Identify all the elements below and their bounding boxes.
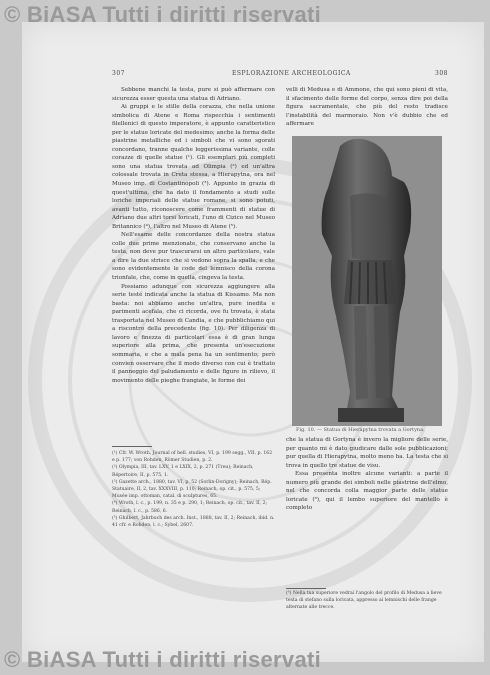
paragraph: Possiamo adunque con sicurezza aggiungere alla serie testé indicata anche la statua di Kissamo. Ma non basta: noi abbiamo anche un'altra, pure inedita e parimenti acefala, che ci ricorda, ove fu trovata, è stata trasportata nel Museo di Candia, e che pubblichiamo qui a riscontro della precedente (fig. 10). Per diligenza di lavoro e finezza di particolari essa è di gran lunga superiore alla prima, che presenta un'esecuzione sommaria, e che a mala pena ha un sentimento; però convien osservare che il modo diverso con cui è trattato il panneggio del paludamento e delle figure in rilievo, il movimento delle pieghe frangiate, le forme dei bbox=[112, 283, 275, 384]
paragraph: Nell'esame delle concordanze della nostra statua colle due prime menzionate, che conservano anche la testa, non deve pur trascurarsi un altro particolare, vale a dire la due strisce che si vedono sopra la spalla, e che sono evidentemente le code del lemnisco della corona trionfale, che, come in quella, cingeva la testa. bbox=[112, 232, 275, 282]
paragraph: che la statua di Gortyna è invero la migliore delle serie, per quanto mi è dato giudicare dalle sole pubblicazioni; pur quella di Hierapytna, molto meno ha. La testa che si trova in quello tre statue de visu. bbox=[286, 437, 448, 469]
paragraph: velli di Medusa e di Ammone, che qui sono pieni di vita, il sfacimento delle forme del corpo, senza dire poi della figura sacramentale, che più del resto tradisce l'instabilità del marmoraio. Non v'è dubbio che ed affermare bbox=[286, 87, 448, 128]
footnote-divider-left bbox=[112, 446, 152, 447]
left-text-column bbox=[112, 86, 275, 385]
running-title: ESPLORAZIONE ARCHEOLOGICA bbox=[232, 70, 351, 77]
page-number-left: 307 bbox=[112, 70, 125, 77]
right-text-column-top bbox=[286, 86, 448, 129]
running-header bbox=[112, 70, 448, 82]
footnote: (⁶) Nella tua superiore vedrai l'angolo del profilo di Medusa a lieve testa di stefano sulla loricata, appresso ai lemnischi delle frange alternate alle trecce. bbox=[286, 591, 442, 611]
footnote: (³) Gazette arch., 1880, tav. VI, p. 52 (Sorlin-Dorigny); Reinach, Rép. Statuaire, II, 2, tav. XXXVIII, p. 110; Reinach, op. cit., p. 575, 5; Musée imp. ottoman, catal. di sculptures, 65. bbox=[112, 479, 272, 500]
statue-photograph bbox=[292, 136, 442, 426]
statue-figure bbox=[292, 136, 442, 426]
page-number-right: 308 bbox=[435, 70, 448, 77]
paragraph: Ai gruppi e le stille della corazza, che nella unione simbolica di Atene e Roma rispecchia i sentimenti filellenici di questo imperatore, è appunto caratteristico per le statue loricate del medesimo; anche la forma delle piastrine metalliche ed i simboli che vi sono sgorati concordano, tranne qualche leggerissima variante, colle corazze di quelle statue (¹). Gli esemplari più completi sono una statua trovata ad Olimpia (²) ed un'altra colossale trovata in Creta stessa, a Hierapytna, ora nel Museo imp. di Costantinopoli (³). Appunto in grazia di quest'ultima, che ha dato il fondamento a studi sulle loriche imperiali delle statue romane, si sono potuti, avanti tutto, riconoscere come frammenti di statue di Adriano due altri torsi loricati, l'uno di Cizico nel Museo Britannico (⁴), l'altro nel Museo di Atene (⁵). bbox=[112, 104, 275, 230]
footnote: (⁵) Ghilbert, Jahrbuch des arch. Inst., 1888, tav. II, 2; Reinach, ibid. n. 41 cfr. e Rohden, l. c.; Sybel, 2607. bbox=[112, 515, 275, 529]
footnotes-left bbox=[112, 450, 275, 529]
watermark-top-text: © BiASA Tutti i diritti riservati bbox=[4, 2, 322, 27]
footnotes-right bbox=[286, 590, 448, 612]
watermark-bottom-text: © BiASA Tutti i diritti riservati bbox=[4, 647, 322, 672]
watermark-top bbox=[0, 2, 490, 28]
watermark-bottom bbox=[0, 647, 490, 673]
footnote: (¹) Cfr. W. Wroth, Journal of hell. studies, VI, p. 199 segg., VII, p. 162 e p. 177; von Rohden, Römer Studien, p. 2. bbox=[112, 451, 273, 464]
footnote: (⁴) Wroth, l. c., p. 199, n. 35 e p. 290, 1; Reinach, op. cit., tav. II, 2; Reinach, l. c., p. 586, 6. bbox=[112, 501, 268, 514]
paragraph: Sebbene manchi la testa, pure si può affermare con sicurezza esser questa una statua di Adriano. bbox=[112, 87, 275, 102]
paragraph: Essa presenta inoltre alcune varianti: a parte il numero più grande dei simboli nelle piastrine dell'elmo, nel che concorda colla maggior parte delle statue loricate (⁶), qui il lembo superiore del mantello è completo bbox=[286, 471, 448, 512]
figure-caption: Fig. 10. — Statua di Hierapytna trovata a Gortyna. bbox=[296, 427, 425, 433]
footnote: (²) Olympia, III, tav. LXV, 1 e LXIX, 2, p. 271 (Treu); Reinach, Répertoire, II, p. 575, 1. bbox=[112, 465, 254, 478]
right-text-column-bottom bbox=[286, 436, 448, 513]
footnote-divider-right bbox=[286, 588, 326, 589]
